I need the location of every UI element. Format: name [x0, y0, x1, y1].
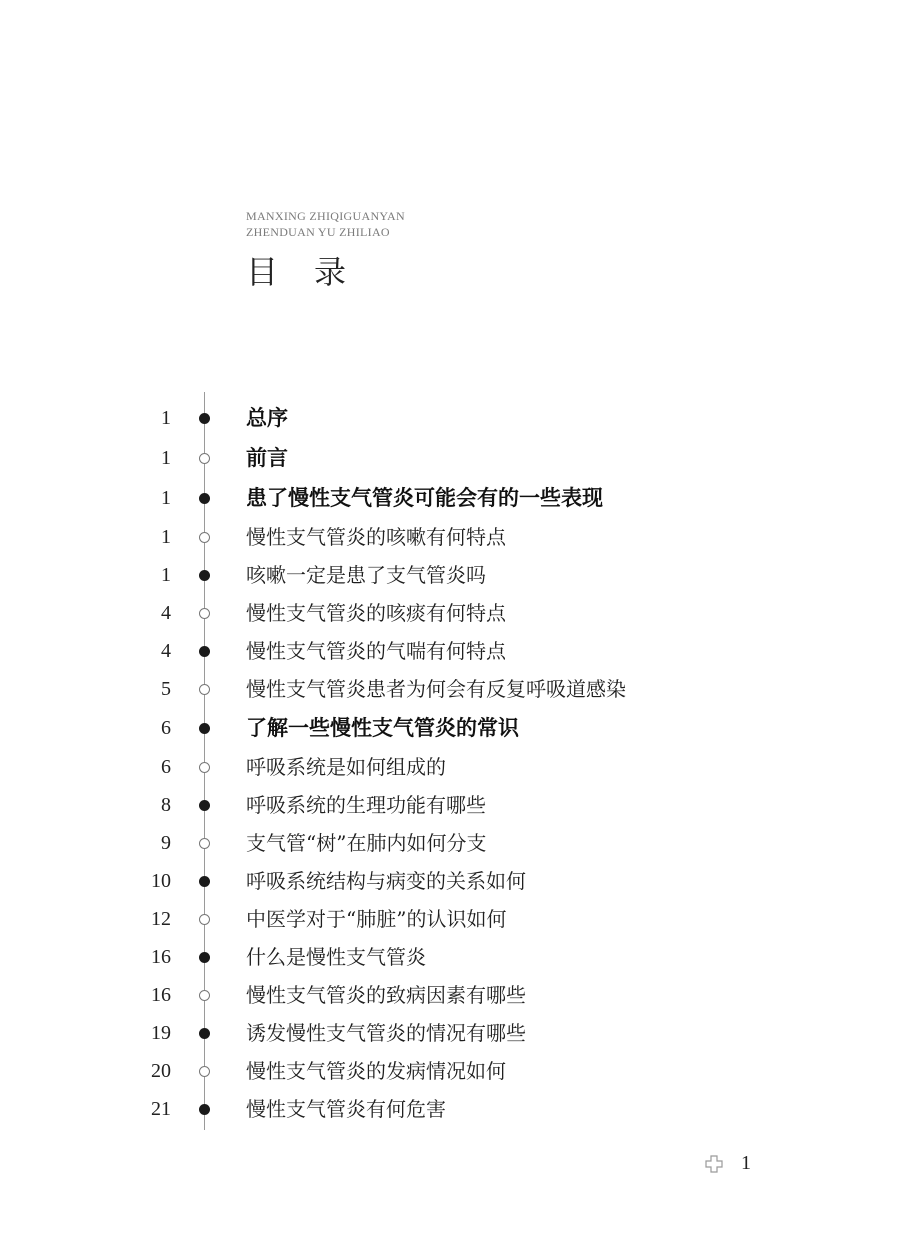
toc-item[interactable] — [0, 862, 900, 900]
page-footer — [705, 1150, 765, 1176]
toc-item[interactable] — [0, 632, 900, 670]
toc-page-number: 19 — [151, 1022, 171, 1044]
toc-item[interactable] — [0, 518, 900, 556]
toc-page-number: 16 — [151, 984, 171, 1006]
toc-entry-title: 慢性支气管炎患者为何会有反复呼吸道感染 — [246, 677, 626, 701]
toc-page-number: 16 — [151, 946, 171, 968]
toc-item[interactable] — [0, 670, 900, 708]
toc-page-number: 12 — [151, 908, 171, 930]
toc-page-number: 1 — [161, 407, 171, 429]
toc-item[interactable] — [0, 938, 900, 976]
toc-entry-title: 呼吸系统结构与病变的关系如何 — [246, 869, 526, 893]
subtitle-line-2: ZHENDUAN YU ZHILIAO — [246, 225, 390, 239]
hollow-dot-icon — [199, 453, 210, 464]
hollow-dot-icon — [199, 914, 210, 925]
toc-entry-title: 支气管“树”在肺内如何分支 — [246, 831, 487, 855]
toc-item[interactable] — [0, 594, 900, 632]
toc-entry-title: 前言 — [246, 446, 288, 470]
toc-item[interactable] — [0, 748, 900, 786]
toc-entry-title: 慢性支气管炎的致病因素有哪些 — [246, 983, 526, 1007]
toc-item[interactable] — [0, 824, 900, 862]
hollow-dot-icon — [199, 990, 210, 1001]
toc-chapter[interactable] — [0, 398, 900, 438]
page-title: 目录 — [246, 253, 383, 291]
toc-page-number: 10 — [151, 870, 171, 892]
table-of-contents — [0, 398, 900, 1128]
toc-page-number: 5 — [161, 678, 171, 700]
toc-item[interactable] — [0, 900, 900, 938]
hollow-dot-icon — [199, 608, 210, 619]
toc-entry-title: 中医学对于“肺脏”的认识如何 — [246, 907, 507, 931]
toc-entry-title: 慢性支气管炎有何危害 — [246, 1097, 446, 1121]
toc-page-number: 21 — [151, 1098, 171, 1120]
toc-page-number: 20 — [151, 1060, 171, 1082]
filled-dot-icon — [199, 646, 210, 657]
toc-page-number: 9 — [161, 832, 171, 854]
toc-chapter[interactable] — [0, 438, 900, 478]
toc-entry-title: 慢性支气管炎的气喘有何特点 — [246, 639, 506, 663]
toc-page-number: 6 — [161, 717, 171, 739]
hollow-dot-icon — [199, 838, 210, 849]
hollow-dot-icon — [199, 684, 210, 695]
filled-dot-icon — [199, 413, 210, 424]
filled-dot-icon — [199, 800, 210, 811]
toc-page-number: 4 — [161, 602, 171, 624]
filled-dot-icon — [199, 723, 210, 734]
filled-dot-icon — [199, 952, 210, 963]
toc-entry-title: 呼吸系统是如何组成的 — [246, 755, 446, 779]
toc-chapter[interactable] — [0, 708, 900, 748]
toc-page-number: 1 — [161, 487, 171, 509]
toc-item[interactable] — [0, 1090, 900, 1128]
toc-item[interactable] — [0, 1014, 900, 1052]
hollow-dot-icon — [199, 1066, 210, 1077]
subtitle-line-1: MANXING ZHIQIGUANYAN — [246, 209, 405, 223]
filled-dot-icon — [199, 493, 210, 504]
book-subtitle — [246, 208, 405, 240]
toc-page-number: 1 — [161, 564, 171, 586]
toc-entry-title: 患了慢性支气管炎可能会有的一些表现 — [246, 486, 603, 510]
toc-item[interactable] — [0, 556, 900, 594]
toc-entry-title: 慢性支气管炎的咳痰有何特点 — [246, 601, 506, 625]
page-number: 1 — [741, 1152, 751, 1174]
toc-page-number: 8 — [161, 794, 171, 816]
toc-page-number: 6 — [161, 756, 171, 778]
toc-page-number: 1 — [161, 447, 171, 469]
toc-item[interactable] — [0, 786, 900, 824]
toc-page-number: 1 — [161, 526, 171, 548]
toc-entry-title: 呼吸系统的生理功能有哪些 — [246, 793, 486, 817]
filled-dot-icon — [199, 1104, 210, 1115]
toc-entry-title: 了解一些慢性支气管炎的常识 — [246, 716, 519, 740]
filled-dot-icon — [199, 1028, 210, 1039]
toc-page-number: 4 — [161, 640, 171, 662]
toc-chapter[interactable] — [0, 478, 900, 518]
filled-dot-icon — [199, 876, 210, 887]
toc-item[interactable] — [0, 976, 900, 1014]
toc-entry-title: 慢性支气管炎的发病情况如何 — [246, 1059, 506, 1083]
toc-entry-title: 慢性支气管炎的咳嗽有何特点 — [246, 525, 506, 549]
toc-entry-title: 什么是慢性支气管炎 — [246, 945, 426, 969]
toc-entry-title: 总序 — [246, 406, 288, 430]
hollow-dot-icon — [199, 532, 210, 543]
cross-icon — [705, 1155, 723, 1173]
filled-dot-icon — [199, 570, 210, 581]
toc-entry-title: 诱发慢性支气管炎的情况有哪些 — [246, 1021, 526, 1045]
hollow-dot-icon — [199, 762, 210, 773]
toc-entry-title: 咳嗽一定是患了支气管炎吗 — [246, 563, 486, 587]
toc-item[interactable] — [0, 1052, 900, 1090]
